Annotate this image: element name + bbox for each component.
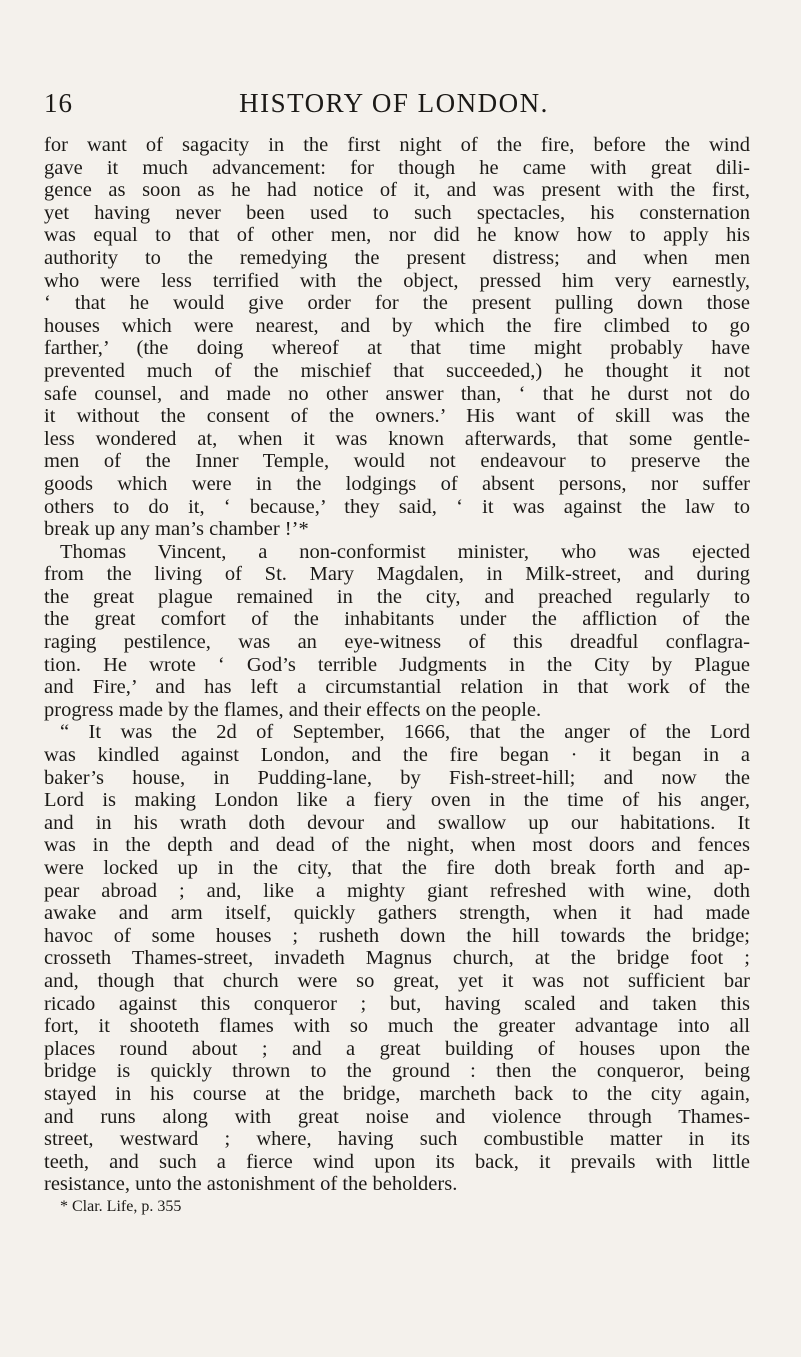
text-line: gence as soon as he had notice of it, and was present with the first, <box>44 179 750 202</box>
text-line: Thomas Vincent, a non-conformist minister, who was ejected <box>60 540 750 563</box>
text-line: it without the consent of the owners.’ His want of skill was the <box>44 405 750 428</box>
text-line: progress made by the flames, and their effects on the people. <box>44 698 542 721</box>
text-line: places round about ; and a great building of houses upon the <box>44 1037 750 1060</box>
text-line: ricado against this conqueror ; but, having scaled and taken this <box>44 992 750 1015</box>
text-line: from the living of St. Mary Magdalen, in Milk-street, and during <box>44 563 750 586</box>
text-line: was kindled against London, and the fire began · it began in a <box>44 744 750 767</box>
text-line: were locked up in the city, that the fire doth break forth and ap- <box>44 857 750 879</box>
text-line: ‘ that he would give order for the present pulling down those <box>44 292 750 315</box>
text-line: tion. He wrote ‘ God’s terrible Judgments in the City by Plague <box>44 653 750 676</box>
text-line: bridge is quickly thrown to the ground : then the conqueror, being <box>44 1060 750 1083</box>
text-line: yet having never been used to such spectacles, his consternation <box>44 201 750 224</box>
text-line: awake and arm itself, quickly gathers strength, when it had made <box>44 902 750 925</box>
page-header <box>44 88 744 124</box>
text-line: fort, it shooteth flames with so much the greater advantage into all <box>44 1015 750 1038</box>
text-line: “ It was the 2d of September, 1666, that the anger of the Lord <box>60 721 750 744</box>
text-line: resistance, unto the astonishment of the beholders. <box>44 1173 458 1196</box>
text-line: others to do it, ‘ because,’ they said, ‘ it was against the law to <box>44 495 750 518</box>
text-line: crosseth Thames-street, invadeth Magnus church, at the bridge foot ; <box>44 947 750 970</box>
text-line: street, westward ; where, having such combustible matter in its <box>44 1128 750 1151</box>
text-line: authority to the remedying the present distress; and when men <box>44 246 750 269</box>
text-line: for want of sagacity in the first night of the fire, before the wind <box>44 134 750 156</box>
text-line: who were less terrified with the object, pressed him very earnestly, <box>44 269 750 292</box>
text-line: teeth, and such a fierce wind upon its back, it prevails with little <box>44 1150 750 1173</box>
text-line: havoc of some houses ; rusheth down the hill towards the bridge; <box>44 924 750 947</box>
text-line: houses which were nearest, and by which the fire climbed to go <box>44 314 750 337</box>
text-line: and, though that church were so great, yet it was not sufficient bar <box>44 969 750 992</box>
text-line: men of the Inner Temple, would not endeavour to preserve the <box>44 450 750 473</box>
body-text <box>44 134 750 1218</box>
text-line: was equal to that of other men, nor did he know how to apply his <box>44 224 750 247</box>
text-line: and runs along with great noise and violence through Thames- <box>44 1105 750 1128</box>
footnote: * Clar. Life, p. 355 <box>60 1197 182 1215</box>
text-line: break up any man’s chamber !’* <box>44 518 309 541</box>
text-line: was in the depth and dead of the night, when most doors and fences <box>44 834 750 857</box>
text-line: the great plague remained in the city, and preached regularly to <box>44 585 750 608</box>
text-line: prevented much of the mischief that succeeded,) he thought it not <box>44 359 750 382</box>
text-line: less wondered at, when it was known afterwards, that some gentle- <box>44 427 750 450</box>
text-line: and in his wrath doth devour and swallow up our habitations. It <box>44 811 750 834</box>
text-line: safe counsel, and made no other answer than, ‘ that he durst not do <box>44 382 750 405</box>
text-line: the great comfort of the inhabitants under the affliction of the <box>44 608 750 631</box>
text-line: goods which were in the lodgings of absent persons, nor suffer <box>44 472 750 495</box>
text-line: stayed in his course at the bridge, marcheth back to the city again, <box>44 1082 750 1105</box>
text-line: raging pestilence, was an eye-witness of this dreadful conflagra- <box>44 631 750 654</box>
text-line: baker’s house, in Pudding-lane, by Fish-street-hill; and now the <box>44 766 750 789</box>
text-line: Lord is making London like a fiery oven in the time of his anger, <box>44 789 750 812</box>
page-number: 16 <box>44 88 73 118</box>
text-line: farther,’ (the doing whereof at that time might probably have <box>44 337 750 360</box>
running-head: HISTORY OF LONDON. <box>239 88 549 118</box>
text-line: pear abroad ; and, like a mighty giant refreshed with wine, doth <box>44 879 750 902</box>
text-line: and Fire,’ and has left a circumstantial relation in that work of the <box>44 676 750 699</box>
text-line: gave it much advancement: for though he came with great dili- <box>44 156 750 179</box>
